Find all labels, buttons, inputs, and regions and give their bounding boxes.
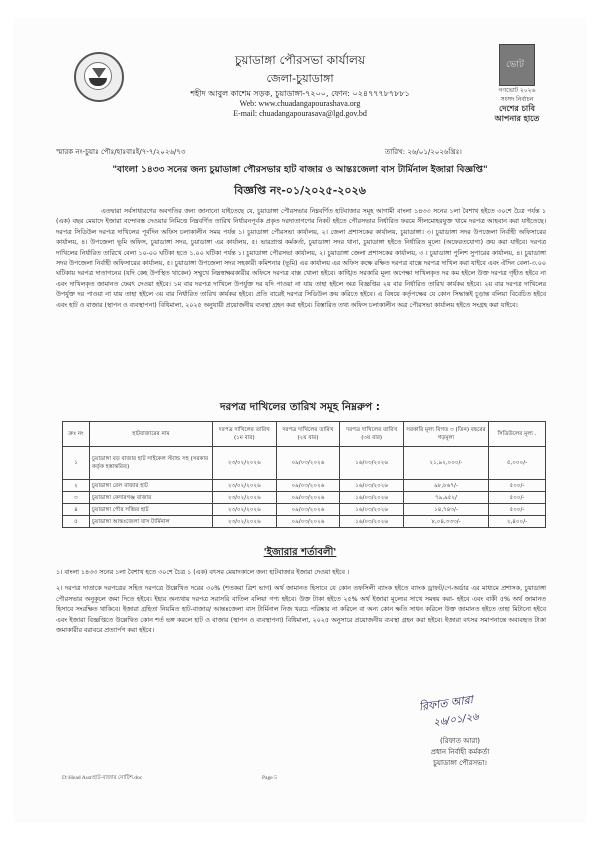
table-row bbox=[63, 492, 546, 504]
notice-title: "বাংলা ১৪৩৩ সনের জন্য চুয়াডাঙ্গা পৌরসভার হাট বাজার ও আন্তঃজেলা বাস টার্মিনাল ইজারা বিজ্ঞপ্তি" bbox=[112, 165, 488, 175]
logo-caption-2: সংসদ নির্বাচন bbox=[500, 96, 534, 103]
cell-name: চুয়াডাঙ্গা আন্তঃজেলা বাস টার্মিনাল bbox=[90, 516, 213, 528]
cell-name: চুয়াডাঙ্গা পৌর সব্জির হাট bbox=[90, 504, 213, 516]
cell-price: ৮,০৪,৩৩৩/- bbox=[404, 516, 489, 528]
cell-fee: ৫০০/- bbox=[489, 480, 546, 492]
cell-name: চুয়াডাঙ্গা রেল বাজার হাট bbox=[90, 480, 213, 492]
memo-number: স্মারক নং-চুয়াঃ পৌঃ/হাঃবাঃই/৭-৭/২০২৬/৭৩ bbox=[56, 148, 186, 156]
cell-price: ২১,৯২,০০০/- bbox=[404, 447, 489, 480]
table-row bbox=[63, 480, 546, 492]
schedule-title: দরপত্র দাখিলের তারিখ সমূহ নিম্নরুপ : bbox=[219, 401, 381, 413]
cell-date2: ০৯/০৩/২০২৬ bbox=[276, 504, 340, 516]
cell-sl: ২ bbox=[63, 480, 90, 492]
terms-title: 'ইজারার শর্তাবলী' bbox=[263, 547, 337, 558]
cell-date3: ১৬/০৩/২০২৬ bbox=[340, 516, 404, 528]
cell-fee: ৫,০০০/- bbox=[489, 447, 546, 480]
col-price: সরকারি মূল্য বিগত ৩ (তিন) বছরের গড়মূল্য bbox=[404, 422, 489, 447]
cell-fee: ৫০০/- bbox=[489, 504, 546, 516]
table-row bbox=[63, 447, 546, 480]
signer-office: চুয়াডাঙ্গা পৌরসভা। bbox=[433, 759, 487, 767]
cell-date3: ১৬/০৩/২০২৬ bbox=[340, 480, 404, 492]
cell-fee: ৫০০/- bbox=[489, 492, 546, 504]
signature-date: ২৬/০১/২৬ bbox=[432, 711, 480, 729]
footer-file-path: D:\Head Asst\হাট-বাজার নোটিশ.doc bbox=[62, 775, 143, 781]
col-sl: ক্রঃ নং bbox=[63, 422, 90, 447]
table-row bbox=[63, 516, 546, 528]
cell-price: ১৪,৭৪৩/- bbox=[404, 504, 489, 516]
cell-sl: ৫ bbox=[63, 516, 90, 528]
cell-price: ৯৮,৮৬৭/- bbox=[404, 480, 489, 492]
ballot-box-icon: ভো ট bbox=[499, 44, 535, 86]
table-header-row bbox=[63, 422, 546, 447]
term-item-2: ২। দরপত্র দাতাকে দরপত্রের সহিত দরপত্রে উল্লেখিত দরের ৩০% (শতকরা ত্রিশ ভাগ) অর্থ জামানত হিসাবে যে কোন তফসিলী ব্যাংক হইতে ব্যাংক ড্রাফট/পে-অর্ডার এর মাধ্যমে প্রশাসক, চুয়াডাঙ্গা পৌরসভার অনুকূলে জমা দিতে হইবে। ইহার অন্যথায় দরপত্র সরাসরি বাতিল বলিয়া গণ্য হইবে। উক্ত টাকা হইতে ২৫% অর্থ ইজারা মূল্যের সাথে সমন্বয় করা- হইবে এবং বাকী ৫% অর্থ জামানত হিসাবে সংরক্ষিত থাকিবে। ইজারা গ্রহিতা নিয়মিত হাট-বাজার/ আন্তঃজেলা বাস টার্মিনাল নিজ খরচে পরিষ্কার না করিলে বা অন্য কোন ক্ষতি সাধন করিলে উক্ত জামানত হইতে তাহা মিটানো হইবে এবং ইজারা বিজ্ঞপ্তিতে উল্লেখিত কোন শর্ত ভঙ্গ করলে হাট ও বাজার (স্থাপন ও ব্যবস্থাপনা) বিধিমালা, ২০২৫ অনুসারে প্রয়োজনীয় ব্যবস্থা গ্রহন করা হইবে। ইজারা বৎসর সমাপনান্তে অব্যবহৃত টাকা জমাকারীর বরাবরে প্রত্যার্পণ করা হইবে। bbox=[56, 585, 546, 635]
cell-date3: ১৬/০৩/২০২৬ bbox=[340, 492, 404, 504]
cell-date2: ০৯/০৩/২০২৬ bbox=[276, 480, 340, 492]
logo-caption-1: গণভোট ২০২৬ bbox=[498, 87, 536, 94]
cell-fee: ২,৪০০/- bbox=[489, 516, 546, 528]
body-paragraph: এতদ্বারা সর্বসাধারণের অবগতির জন্য জানানো যাইতেছে যে, চুয়াডাঙ্গা পৌরসভার নিম্নবর্ণিত হাটবাজার সমূহ আগামী বাংলা ১৪৩৩ সনের ১লা বৈশাখ হইতে ৩০শে চৈত্র পর্যন্ত ১ (এক) বছর মেয়াদে ইজারা বন্দোবস্ত দেওয়ার নিমিত্তে নিম্নবর্ণিত তারিখ নির্ধারনপূর্বক প্রকৃত দরদাতাগণের নিকট হইতে পৌরসভার নির্ধারিত ফরমে সীলমোহরযুক্ত খামে দরপত্র আহবান করা যাইতেছে। দরপত্র সিডিউল দরপত্র দাখিলের পূর্বদিন অফিস চলাকালীন সময় পর্যন্ত ১। চুয়াডাঙ্গা পৌরসভা কার্যালয়, ২। জেলা প্রশাসকের কার্যালয়, চুয়াডাঙ্গা। ৩। চুয়াডাঙ্গা সদর উপজেলা নির্বাহী অফিসারের কার্যালয়, ৪। উপজেলা ভূমি অফিস, চুয়াডাঙ্গা সদর, চুয়াডাঙ্গা এর কার্যালয়, ৫। ভারপ্রাপ্ত কর্মকর্তা, চুয়াডাঙ্গা সদর থানা, চুয়াডাঙ্গা হইতে নির্ধারিত মূল্যে (অফেরতযোগ্য) ক্রয় করা যাইবে। দরপত্র দাখিলের নির্ধারিত তারিখে বেলা ১০-০০ ঘটিকা হতে ১.০০ ঘটিকা পর্যন্ত ১। চুয়াডাঙ্গা পৌরসভা কার্যালয়, ২। চুয়াডাঙ্গা জেলা প্রশাসকের কার্যালয়, ৩ । চুয়াডাঙ্গা পুলিশ সুপারের কার্যালয়, ৪। চুয়াডাঙ্গা সদর উপজেলা নির্বাহী অফিসারের কার্যালয়, ৫। চুয়াডাঙ্গা উপজেলা সদর সহকারী কমিশনার (ভূমি) এর কার্যালয় এর অফিস কক্ষে রক্ষিত দরপত্র বাক্সে দরপত্র দাখিল করা যাইবে এবং ঐদিন বেলা-৩.০০ ঘটিকায় দরপত্র দাতাগনের (যদি কেহ উপস্থিত থাকেন) সম্মুখে নিম্নস্বাক্ষরকারীর অফিসে দরপত্র বাক্স খোলা হইবে। কাঙ্খিত সরকারি মূল্য অপেক্ষা দাখিলকৃত দর কম হইলে উক্ত দরপত্র গৃহীত হইবে না এবং দাখিলকৃত জামানত ফেরৎ দেওয়া হইবে। ১ম বার দরপত্র দাখিলে উপর্যুক্ত দর যদি পাওয়া না যায় তাহা হইলে অত্র বিজ্ঞপ্তির ২য় বার নির্ধারিত তারিখ কার্যকর হইবে। ২য় বার দরপত্র দাখিলের উপর্যুক্ত দর পাওয়া না যায় তাহা হইলে ৩য় বার নির্ধারিত তারিখ কার্যকর হইবে। প্রতি বারেই দরপত্র সিডিউল ক্রয় করিতে হইবে। এ বিষয়ে কর্তৃপক্ষের যে কোন সিদ্ধান্তই চূড়ান্ত বলিয়া বিবেচিত হইবে এবং হাট ও বাজার (স্থাপন ও ব্যবস্থাপনা) বিধিমালা, ২০২৫ অনুযায়ী প্রয়োজনীয় ব্যবস্থা গ্রহন করা হইবে। বিস্তারিত তথ্য অফিস চলাকালীন অত্র পৌরসভা কার্যালয় হইতে সংগ্রহ করা যাইবে। bbox=[56, 208, 546, 309]
cell-name: চুয়াডাঙ্গা কেদারগঞ্জ বাজার bbox=[90, 492, 213, 504]
cell-date2: ০৯/০৩/২০২৬ bbox=[276, 492, 340, 504]
office-name: চুয়াডাঙ্গা পৌরসভা কার্যালয় bbox=[234, 53, 366, 67]
col-date2: দরপত্র দাখিলের তারিখ (২য় বার) bbox=[276, 422, 340, 447]
signer-name: (রিফাত আরা) bbox=[440, 737, 480, 745]
cell-date1: ২৩/০২/২০২৬ bbox=[213, 480, 277, 492]
col-date3: দরপত্র দাখিলের তারিখ (৩য় বার) bbox=[340, 422, 404, 447]
website: Web: www.chuadangapourashava.org bbox=[239, 99, 361, 108]
cell-date1: ২৩/০২/২০২৬ bbox=[213, 516, 277, 528]
cell-date1: ২৩/০২/২০২৬ bbox=[213, 492, 277, 504]
col-name: হাটবাজারের নাম bbox=[90, 422, 213, 447]
term-item-1: ১। বাংলা ১৪৩৩ সনের ১লা বৈশাখ হতে ৩০শে চৈত্র ১ (এক) বৎসর মেয়াদকালে জন্য হাটবাজার ইজারা দেওয়া হইবে । bbox=[56, 569, 350, 576]
notice-number: বিজ্ঞপ্তি নং-০১/২০২৫-২০২৬ bbox=[234, 184, 366, 197]
signer-designation: প্রধান নির্বাহী কর্মকর্তা bbox=[430, 748, 490, 756]
cell-date1: ২৩/০২/২০২৬ bbox=[213, 504, 277, 516]
cell-price: ৭৯,৯৫২/ bbox=[404, 492, 489, 504]
cell-sl: ৪ bbox=[63, 504, 90, 516]
footer-page-number: Page 5 bbox=[262, 775, 277, 781]
cell-sl: ১ bbox=[63, 447, 90, 480]
cell-date3: ১৬/০৩/২০২৬ bbox=[340, 504, 404, 516]
district-name: জেলা-চুয়াডাঙ্গা bbox=[266, 72, 334, 85]
col-date1: দরপত্র দাখিলের তারিখ (১ম বার) bbox=[213, 422, 277, 447]
cell-date2: ০৯/০৩/২০২৬ bbox=[276, 447, 340, 480]
memo-date: তারিখ: ২৬/০১/২০২৬খ্রিঃ। bbox=[385, 148, 462, 156]
cell-name: চুয়াডাঙ্গা বড় বাজার হাট সাইকেল স্ট্যান্ড সহ (সরকার কর্তৃক হস্তান্তরিত) bbox=[90, 447, 213, 480]
logo-caption-4: আপনার হাতে bbox=[494, 114, 540, 123]
cell-date2: ০৯/০৩/২০২৬ bbox=[276, 516, 340, 528]
table-row bbox=[63, 504, 546, 516]
schedule-table bbox=[62, 421, 546, 528]
cell-sl: ৩ bbox=[63, 492, 90, 504]
logo-caption-3: দেশের চাবি bbox=[499, 104, 535, 113]
signature-scrawl: রিফাত আরা bbox=[418, 693, 474, 714]
col-fee: সিডিউলের মূল্য . bbox=[489, 422, 546, 447]
email: E-mail: chuadangapourasava@lgd.gov.bd bbox=[233, 109, 367, 118]
office-address: শহীদ আবুল কাশেম সড়ক, চুয়াডাঙ্গা-৭২০০, ফোন: ০২৪৭৭৭৮৭৮৮১ bbox=[190, 89, 410, 98]
cell-date1: ২৩/০২/২০২৬ bbox=[213, 447, 277, 480]
cell-date3: ১৬/০৩/২০২৬ bbox=[340, 447, 404, 480]
